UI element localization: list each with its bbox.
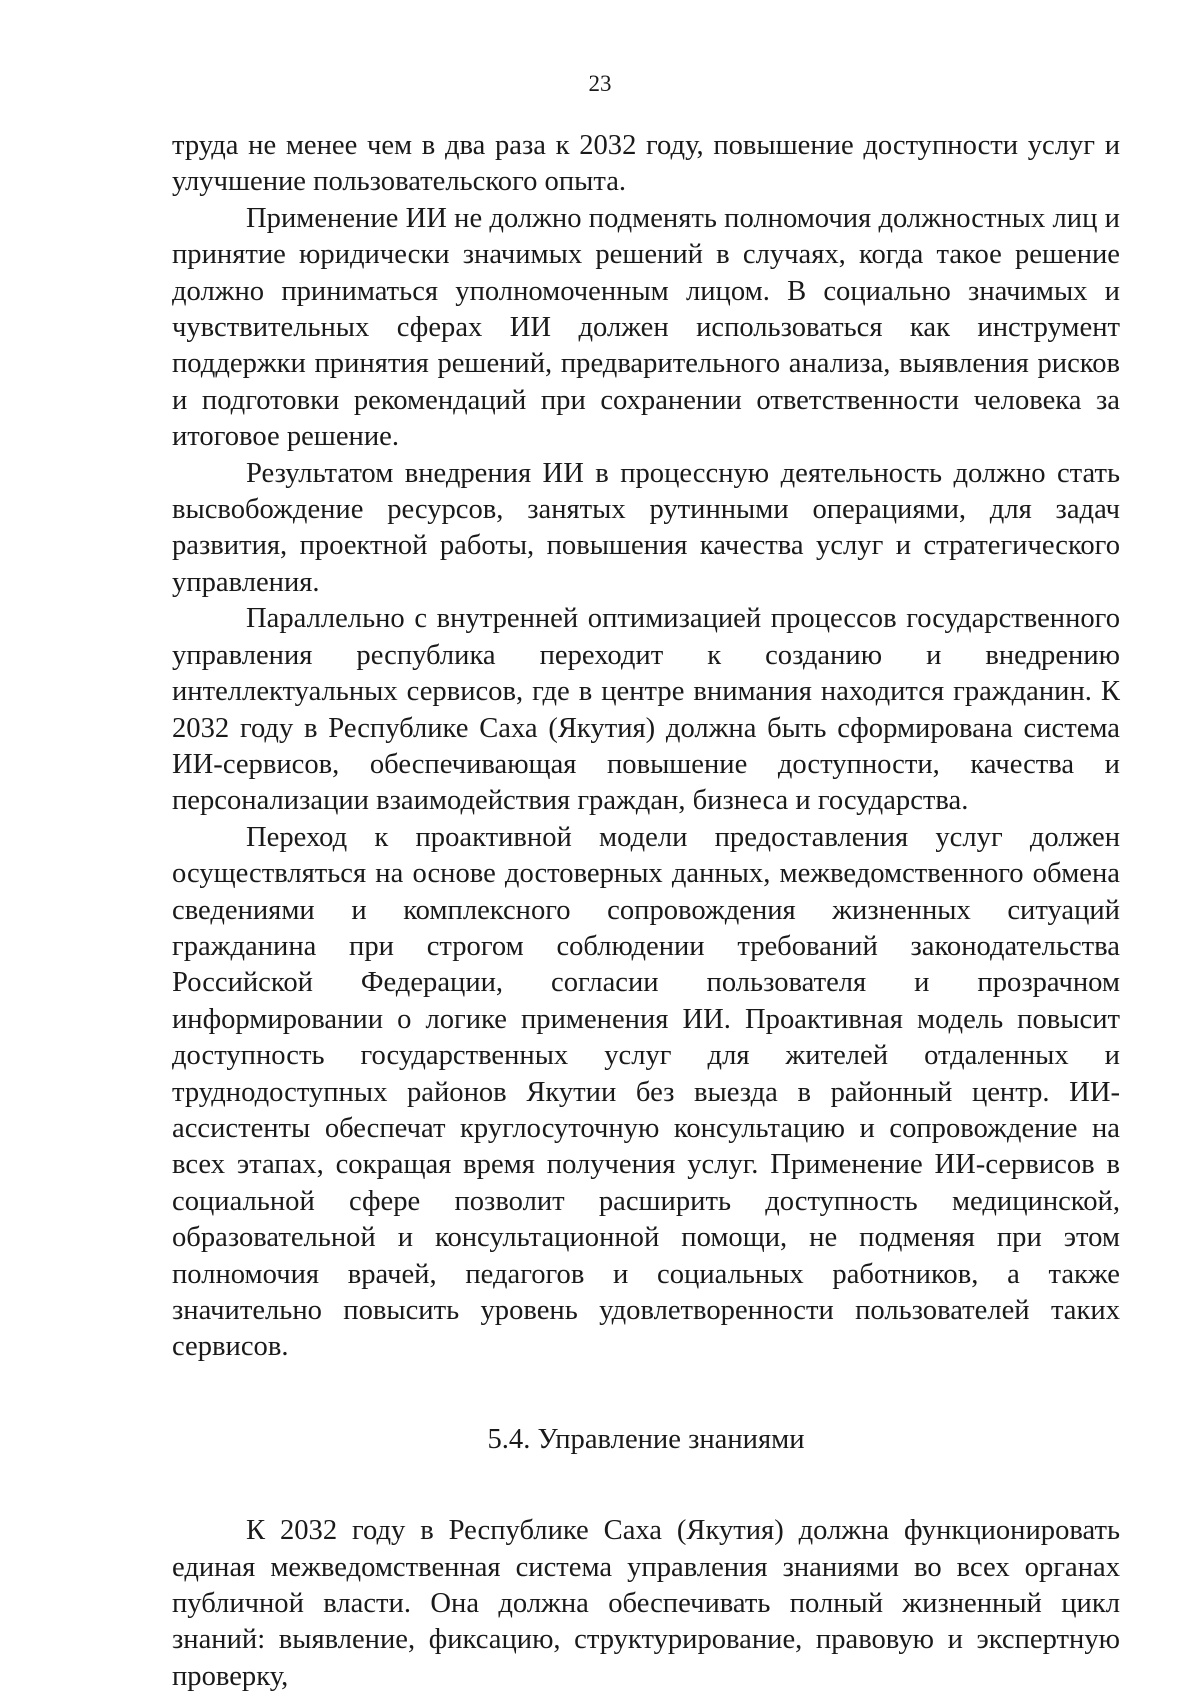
paragraph-proactive-model: Переход к проактивной модели предоставления услуг должен осуществляться на основе достоверных данных, межведомственного обмена сведениями и комплексного сопровождения жизненных ситуаций гражданина при строгом соблюдении требований законодательства Российской Федерации, согласии пользователя и прозрачном информировании о логике применения ИИ. Проактивная модель повысит доступность государственных услуг для жителей отдаленных и труднодоступных районов Якутии без выезда в районный центр. ИИ-ассистенты обеспечат круглосуточную консультацию и сопровождение на всех этапах, сокращая время получения услуг. Применение ИИ-сервисов в социальной сфере позволит расширить доступность медицинской, образовательной и консультационной помощи, не подменяя при этом полномочия врачей, педагогов и социальных работников, а также значительно повысить уровень удовлетворенности пользователей таких сервисов. (172, 821, 1120, 1363)
page-number: 23 (588, 71, 612, 96)
paragraph-intelligent-services: Параллельно с внутренней оптимизацией процессов государственного управления республика переходит к созданию и внедрению интеллектуальных сервисов, где в центре внимания находится гражданин. К 2032 году в Республике Саха (Якутия) должна быть сформирована система ИИ-сервисов, обеспечивающая повышение доступности, качества и персонализации взаимодействия граждан, бизнеса и государства. (172, 603, 1120, 817)
document-body (172, 128, 1120, 1695)
section-heading: 5.4. Управление знаниями (487, 1423, 805, 1455)
paragraph-ai-authority: Применение ИИ не должно подменять полномочия должностных лиц и принятие юридически значимых решений в случаях, когда такое решение должно приниматься уполномоченным лицом. В социально значимых и чувствительных сферах ИИ должен использоваться как инструмент поддержки принятия решений, предварительного анализа, выявления рисков и подготовки рекомендаций при сохранении ответственности человека за итоговое решение. (172, 202, 1120, 453)
paragraph-knowledge-management: К 2032 году в Республике Саха (Якутия) должна функционировать единая межведомственная система управления знаниями во всех органах публичной власти. Она должна обеспечивать полный жизненный цикл знаний: выявление, фиксацию, структурирование, правовую и экспертную проверку, (172, 1515, 1120, 1692)
paragraph-continuation: труда не менее чем в два раза к 2032 году, повышение доступности услуг и улучшение пользовательского опыта. (172, 130, 1120, 198)
paragraph-ai-results: Результатом внедрения ИИ в процессную деятельность должно стать высвобождение ресурсов, занятых рутинными операциями, для задач развития, проектной работы, повышения качества услуг и стратегического управления. (172, 457, 1120, 598)
